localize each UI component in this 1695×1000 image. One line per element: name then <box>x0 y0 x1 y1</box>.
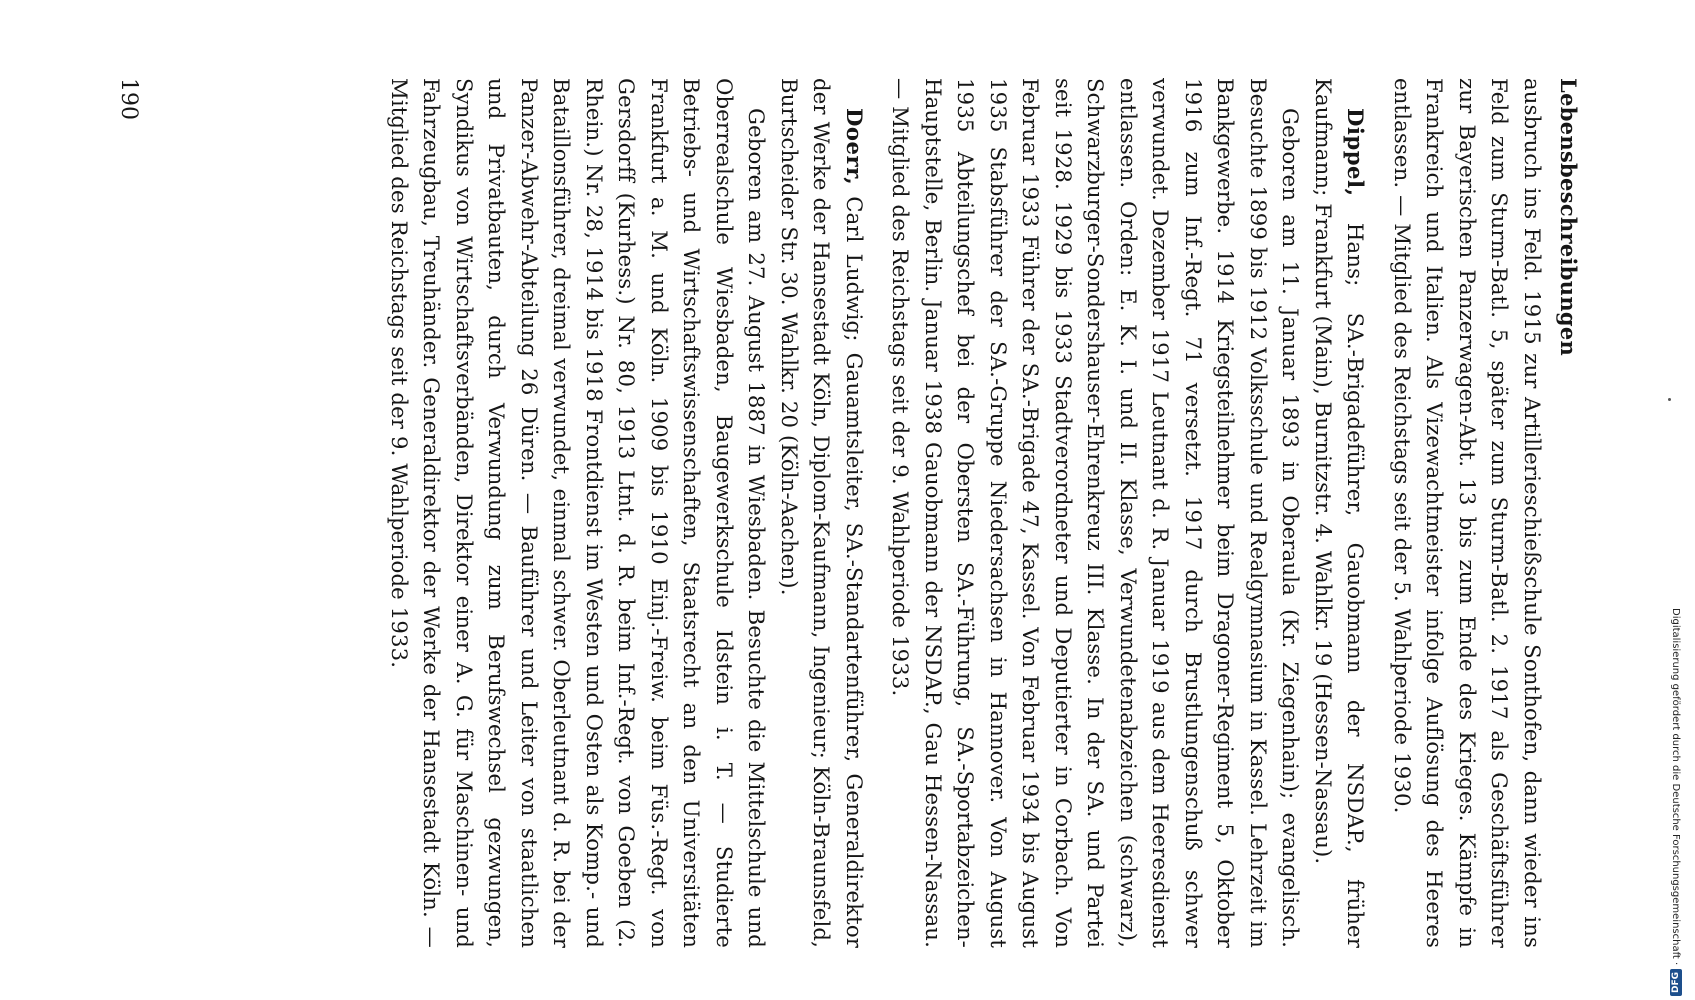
entry-biography <box>884 78 1307 948</box>
digitization-footer <box>1670 608 1682 996</box>
page-number: 190 <box>116 78 141 120</box>
continuation-paragraph <box>1386 78 1549 948</box>
entry-intro <box>1307 78 1372 948</box>
dfg-logo: DFG <box>1670 969 1682 996</box>
entry-name: Doerr, <box>842 108 867 186</box>
entry-name: Dippel, <box>1343 108 1369 197</box>
continuation-text: ausbruch ins Feld. 1915 zur Artillerieschießschule Sonthofen, dann wieder ins Feld zum Sturm-Batl. 5, später zum Sturm-Batl. 2. 1917 als Geschäftsführer zur Bayerischen Panzerwagen-Abt. 13 bis zum Ende des Krieges. Kämpfe in Frankreich und Italien. Als Vizewachtmeister infolge Auflösung des Heeres entlassen. — Mitglied des Reichstags seit der 5. Wahlperiode 1930. <box>1390 78 1545 948</box>
scan-speck <box>1668 398 1671 401</box>
entry-intro-text: Hans; SA.-Brigadeführer, Gauobmann der NSDAP., früher Kaufmann; Frankfurt (Main), Burnitzstr. 4. Wahlkr. 19 (Hessen-Nassau). <box>1311 78 1369 949</box>
entry-bio-text: Geboren am 27. August 1887 in Wiesbaden. Besuchte die Mittelschule und Oberrealschule Wiesbaden, Baugewerkschule Idstein i. T. — Studierte Betriebs- und Wirtschaftswissenschaften, Staatsrecht an den Universitäten Frankfurt a. M. und Köln. 1909 bis 1910 Einj.-Freiw. beim Füs.-Regt. von Gersdorff (Kurhess.) Nr. 80, 1913 Ltnt. d. R. beim Inf.-Regt. von Goeben (2. Rhein.) Nr. 28, 1914 bis 1918 Frontdienst im Westen und Osten als Komp.- und Bataillonsführer, dreimal verwundet, einmal schwer. Oberleutnant d. R. bei der Panzer-Abwehr-Abteilung 26 Düren. — Bauführer und Leiter von staatlichen und Privatbauten, durch Verwundung zum Berufswechsel gezwungen, Syndikus von Wirtschaftsverbänden, Direktor einer A. G. für Maschinen- und Fahrzeugbau, Treuhänder. Generaldirektor der Werke der Hansestadt Köln. — Mitglied des Reichstags seit der 9. Wahlperiode 1933. <box>387 78 770 948</box>
entry-dippel <box>884 78 1372 948</box>
entry-doerr <box>383 78 871 948</box>
entry-intro <box>773 78 871 948</box>
footer-text: Digitalisierung gefördert durch die Deutsche Forschungsgemeinschaft · <box>1670 608 1682 966</box>
entry-bio-text: Geboren am 11. Januar 1893 in Oberaula (Kr. Ziegenhain); evangelisch. Besuchte 1899 bis 1912 Volksschule und Realgymnasium in Kassel. Lehrzeit im Bankgewerbe. 1914 Kriegsteilnehmer beim Dragoner-Regiment 5, Oktober 1916 zum Inf.-Regt. 71 versetzt. 1917 durch Brustlungenschuß schwer verwundet. Dezember 1917 Leutnant d. R. Januar 1919 aus dem Heeresdienst entlassen. Orden: E. K. I. und II. Klasse, Verwundetenabzeichen (schwarz), Schwarzburger-Sondershauser-Ehrenkreuz III. Klasse. In der SA. und Partei seit 1928. 1929 bis 1933 Stadtverordneter und Deputierter in Corbach. Von Februar 1933 Führer der SA.-Brigade 47, Kassel. Von Februar 1934 bis August 1935 Stabsführer der SA.-Gruppe Niedersachsen in Hannover. Von August 1935 Abteilungschef bei der Obersten SA.-Führung, SA.-Sportabzeichen-Hauptstelle, Berlin. Januar 1938 Gauobmann der NSDAP., Gau Hessen-Nassau. — Mitglied des Reichstags seit der 9. Wahlperiode 1933. <box>888 78 1304 948</box>
rotated-page-content <box>82 78 1582 948</box>
entry-biography <box>383 78 773 948</box>
page-header: Lebensbeschreibungen <box>1556 78 1581 357</box>
entry-intro-text: Carl Ludwig; Gauamtsleiter, SA.-Standartenführer, Generaldirektor der Werke der Hansestadt Köln, Diplom-Kaufmann, Ingenieur; Köln-Braunsfeld, Burtscheider Str. 30. Wahlkr. 20 (Köln-Aachen). <box>777 78 867 948</box>
